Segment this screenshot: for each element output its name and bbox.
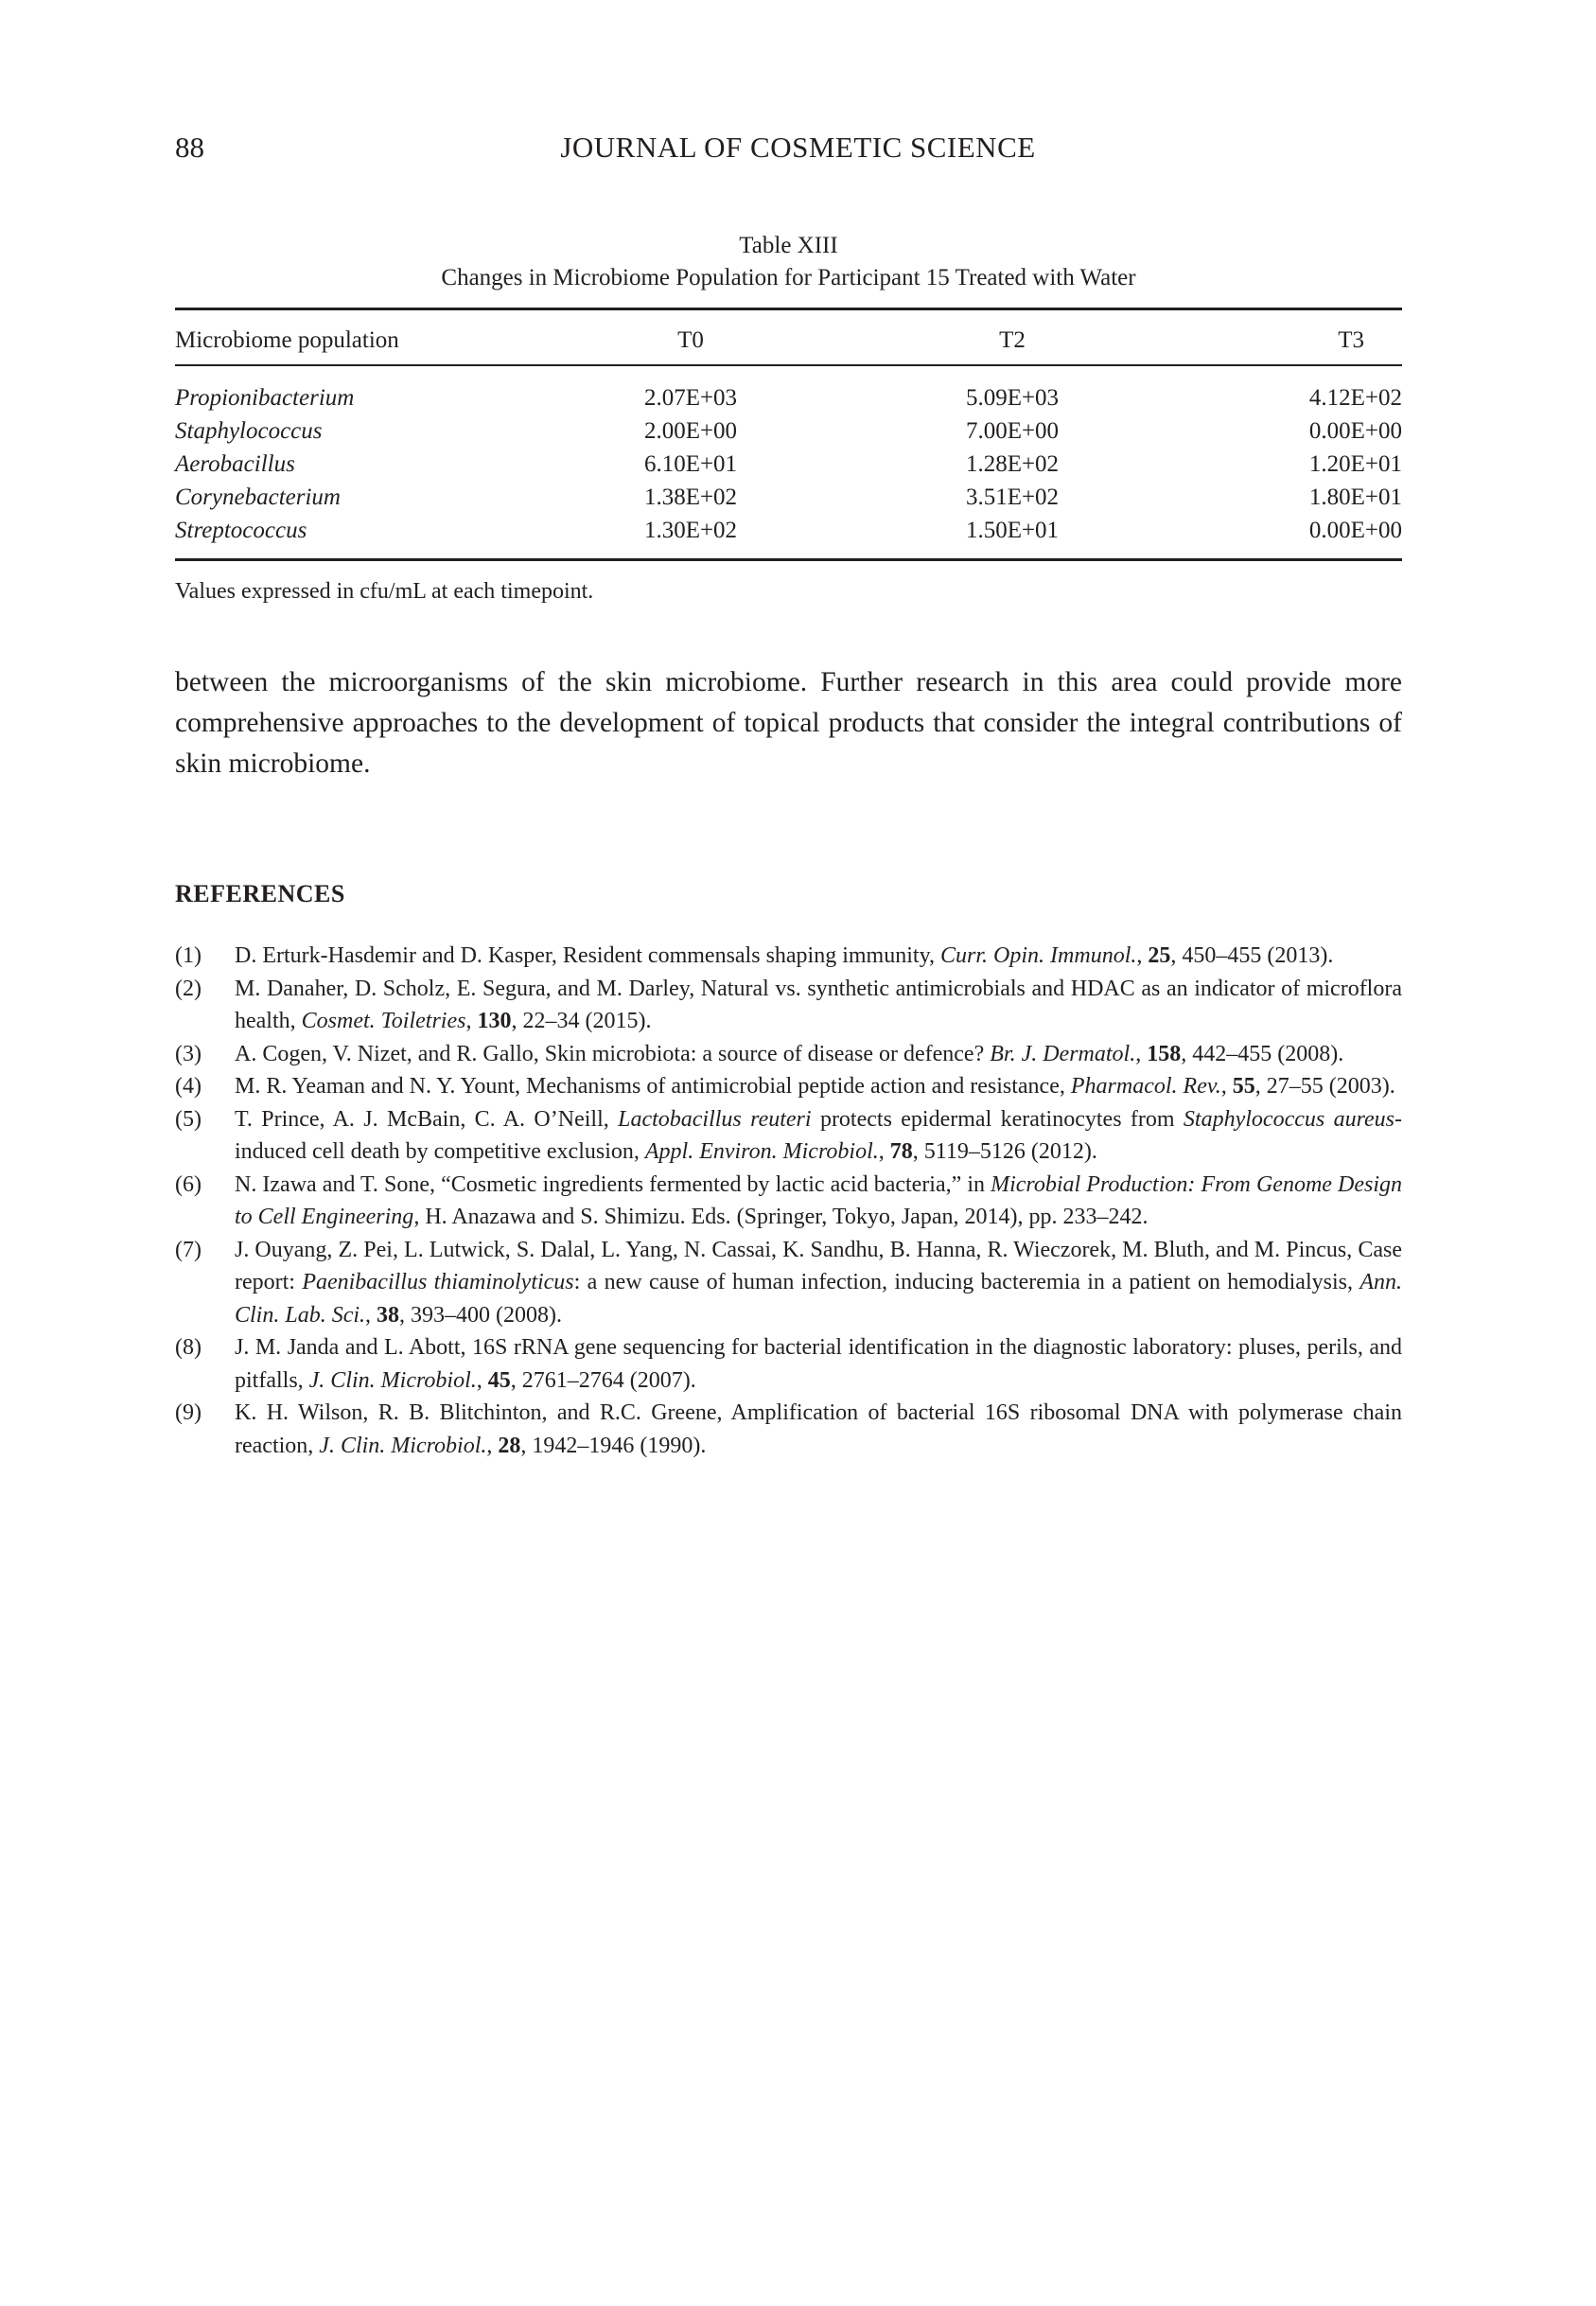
cell: Streptococcus [175, 517, 307, 543]
table-row [175, 381, 1402, 414]
reference-text: , 1942–1946 (1990). [520, 1433, 707, 1458]
reference-text: , 27–55 (2003). [1254, 1074, 1395, 1099]
reference-item [175, 1038, 1402, 1071]
reference-number: (1) [175, 943, 202, 968]
reference-source: J. Clin. Microbiol. [319, 1433, 487, 1458]
cell: 4.12E+02 [1308, 384, 1402, 411]
table-bottom-rule [175, 558, 1402, 561]
table-row [175, 481, 1402, 514]
page-number: 88 [175, 131, 204, 164]
data-table [175, 322, 1402, 360]
cell: 0.00E+00 [1308, 517, 1402, 543]
table-row [175, 414, 1402, 448]
reference-text: , [1220, 1074, 1233, 1099]
reference-item [175, 1070, 1402, 1103]
reference-text: : a new cause of human infection, inducing bacteremia in a patient on hemodialysis, [573, 1270, 1360, 1294]
references-heading: REFERENCES [175, 880, 345, 907]
cell: 2.00E+00 [643, 417, 738, 444]
reference-text: T. Prince, A. J. McBain, C. A. O’Neill, [235, 1106, 619, 1132]
reference-source: Appl. Environ. Microbiol. [644, 1139, 879, 1164]
reference-source: J. Clin. Microbiol. [308, 1367, 477, 1393]
reference-volume: 158 [1147, 1041, 1182, 1066]
reference-text: , 450–455 (2013). [1170, 943, 1334, 968]
reference-number: (8) [175, 1335, 202, 1360]
column-header: Microbiome population [175, 327, 399, 353]
cell: 7.00E+00 [965, 417, 1060, 444]
reference-item [175, 1331, 1402, 1397]
cell: 1.50E+01 [965, 517, 1060, 543]
table-label: Table XIII [739, 233, 838, 258]
reference-volume: 25 [1148, 943, 1171, 968]
cell: 2.07E+03 [643, 384, 738, 411]
reference-source: Paenibacillus thiaminolyticus [302, 1270, 574, 1294]
table-top-rule [175, 308, 1402, 310]
cell: 1.20E+01 [1308, 450, 1402, 477]
reference-volume: 38 [377, 1302, 400, 1328]
reference-text: , [486, 1433, 499, 1458]
cell: Staphylococcus [175, 417, 323, 444]
reference-text: M. Danaher, D. Scholz, E. Segura, and M. Darley, Natural vs. synthetic antimicrobials and HDAC as an indicator of microflora health, [235, 976, 1402, 1033]
column-header: T3 [1338, 327, 1364, 353]
cell: 1.80E+01 [1308, 484, 1402, 510]
reference-text: , 393–400 (2008). [399, 1302, 562, 1328]
reference-source: Pharmacol. Rev. [1070, 1074, 1221, 1099]
cell: 0.00E+00 [1308, 417, 1402, 444]
reference-text: , 22–34 (2015). [511, 1009, 652, 1033]
reference-source: Microbial Production: From Genome Design to Cell Engineering [235, 1171, 1402, 1229]
reference-text: A. Cogen, V. Nizet, and R. Gallo, Skin microbiota: a source of disease or defence? [235, 1041, 991, 1066]
reference-text: , 442–455 (2008). [1181, 1041, 1344, 1066]
reference-item [175, 1397, 1402, 1462]
reference-text: J. M. Janda and L. Abott, 16S rRNA gene sequencing for bacterial identification in the diagnostic laboratory: pluses, perils, and pitfalls, [235, 1335, 1402, 1393]
reference-source: Curr. Opin. Immunol. [940, 943, 1137, 968]
column-header: T0 [677, 327, 704, 353]
reference-source: Staphylococcus aureus [1183, 1106, 1395, 1132]
reference-source: Cosmet. Toiletries [301, 1009, 466, 1033]
references-list [175, 940, 1402, 1462]
reference-text: K. H. Wilson, R. B. Blitchinton, and R.C. Greene, Amplification of bacterial 16S ribosomal DNA with polymerase chain reaction, [235, 1400, 1402, 1458]
reference-item [175, 973, 1402, 1038]
reference-number: (4) [175, 1074, 202, 1099]
cell: 3.51E+02 [965, 484, 1060, 510]
cell: Corynebacterium [175, 484, 341, 510]
reference-text: , 5119–5126 (2012). [912, 1139, 1097, 1164]
cell: Aerobacillus [175, 450, 295, 477]
reference-number: (6) [175, 1171, 202, 1197]
reference-number: (9) [175, 1400, 202, 1425]
reference-text: J. Ouyang, Z. Pei, L. Lutwick, S. Dalal, L. Yang, N. Cassai, K. Sandhu, B. Hanna, R. Wieczorek, M. Bluth, and M. Pincus, Case report: [235, 1237, 1402, 1294]
cell: 1.30E+02 [643, 517, 738, 543]
column-header: T2 [999, 327, 1026, 353]
reference-volume: 78 [889, 1139, 913, 1164]
reference-text: , [878, 1139, 890, 1164]
reference-text: , [1135, 1041, 1148, 1066]
cell: 1.38E+02 [643, 484, 738, 510]
reference-source: Ann. Clin. Lab. Sci. [235, 1270, 1402, 1328]
table-header-row [175, 322, 1402, 360]
reference-text: , H. Anazawa and S. Shimizu. Eds. (Springer, Tokyo, Japan, 2014), pp. 233–242. [413, 1205, 1149, 1229]
reference-number: (3) [175, 1041, 202, 1066]
reference-text: M. R. Yeaman and N. Y. Yount, Mechanisms of antimicrobial peptide action and resistance, [235, 1074, 1071, 1099]
reference-item [175, 1169, 1402, 1234]
reference-text: , [476, 1367, 488, 1393]
cell: 5.09E+03 [965, 384, 1060, 411]
reference-text: , [1136, 943, 1149, 968]
reference-item [175, 1103, 1402, 1169]
table-caption: Changes in Microbiome Population for Participant 15 Treated with Water [441, 265, 1136, 290]
reference-volume: 130 [477, 1009, 512, 1033]
table-header-rule [175, 364, 1402, 366]
reference-source: Br. J. Dermatol. [990, 1041, 1136, 1066]
cell: Propionibacterium [175, 384, 355, 411]
reference-text: , [465, 1009, 478, 1033]
reference-source: Lactobacillus reuteri [618, 1106, 812, 1132]
reference-item [175, 1234, 1402, 1332]
table-row [175, 448, 1402, 481]
reference-volume: 28 [498, 1433, 521, 1458]
table-note: Values expressed in cfu/mL at each timepoint. [175, 579, 594, 604]
data-table-body [175, 381, 1402, 547]
reference-text: -induced cell death by competitive exclusion, [235, 1106, 1403, 1164]
body-paragraph: between the microorganisms of the skin microbiome. Further research in this area could provide more comprehensive approaches to the development of topical products that consider the integral contributions of skin microbiome. [175, 667, 1402, 779]
cell: 6.10E+01 [643, 450, 738, 477]
reference-number: (7) [175, 1237, 202, 1262]
reference-text: , 2761–2764 (2007). [510, 1367, 696, 1393]
reference-text: protects epidermal keratinocytes from [811, 1106, 1184, 1132]
table-row [175, 514, 1402, 547]
reference-number: (5) [175, 1106, 202, 1132]
reference-volume: 55 [1232, 1074, 1255, 1099]
reference-text: D. Erturk-Hasdemir and D. Kasper, Resident commensals shaping immunity, [235, 943, 941, 968]
reference-text: N. Izawa and T. Sone, “Cosmetic ingredients fermented by lactic acid bacteria,” in [235, 1171, 991, 1197]
cell: 1.28E+02 [965, 450, 1060, 477]
reference-number: (2) [175, 976, 202, 1001]
running-head: JOURNAL OF COSMETIC SCIENCE [560, 131, 1036, 164]
reference-item [175, 940, 1402, 973]
reference-text: , [365, 1302, 377, 1328]
reference-volume: 45 [487, 1367, 511, 1393]
